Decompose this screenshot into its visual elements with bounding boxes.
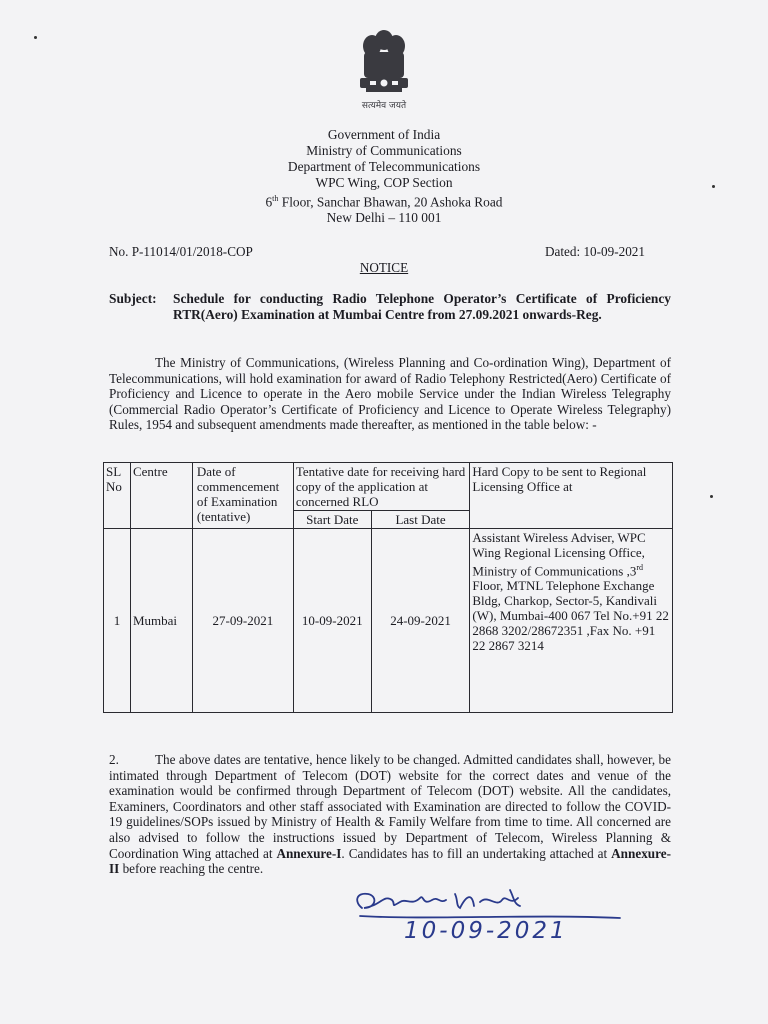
paragraph-2: 2. The above dates are tentative, hence likely to be changed. Admitted candidates shall, however, be intimated through Department of Telecom (DOT) website for the correct dates and venue of the examination would be confirmed through Department of Telecom (DOT) website. All the candidates, Examiners, Coordinators and other staff associated with Examination are directed to follow the COVID-19 guidelines/SOPs issued by Ministry of Health & Family Welfare from time to time. All concerned are also advised to follow the instructions issued by Department of Telecom, Wireless Planning & Coordination Wing attached at Annexure-I. Candidates has to fill an undertaking attached at Annexure-II before reaching the centre. <box>109 752 671 877</box>
header-last-date: Last Date <box>371 511 470 529</box>
subject <box>109 291 671 323</box>
table-header-row <box>104 463 673 511</box>
header-address: 6th Floor, Sanchar Bhawan, 20 Ashoka Road <box>265 194 503 210</box>
notice-title: NOTICE <box>359 260 409 275</box>
emblem-icon <box>352 26 416 114</box>
annexure-1: Annexure-I <box>276 845 342 861</box>
cell-exam-date: 27-09-2021 <box>192 529 293 713</box>
paragraph-1: The Ministry of Communications, (Wireless Planning and Co-ordination Wing), Department of Telecommunications, will hold examination for award of Radio Telephony Restricted(Aero) Certificate of Proficiency and Licence to operate in the Aero mobile Service under the Indian Wireless Telegraphy (Commercial Radio Operator’s Certificate of Proficiency and Licence to Operate Wireless Telegraphy) Rules, 1954 and subsequent amendments made thereafter, as mentioned in the table below: - <box>109 355 671 433</box>
cell-start-date: 10-09-2021 <box>293 529 371 713</box>
annexure-2: Annexure-II <box>109 845 671 877</box>
header-centre: Centre <box>130 463 192 529</box>
header-exam-date: Date of commencement of Examination (tentative) <box>192 463 293 529</box>
header-sl: SL No <box>104 463 131 529</box>
scan-speck <box>34 36 37 39</box>
header-hard-copy: Hard Copy to be sent to Regional Licensing Office at <box>470 463 673 529</box>
header-start-date: Start Date <box>293 511 371 529</box>
subject-label: Subject: <box>109 291 157 306</box>
header-line: Department of Telecommunications <box>287 159 481 174</box>
schedule-table <box>103 462 673 713</box>
letterhead <box>0 127 768 226</box>
table-row <box>104 529 673 713</box>
header-line: New Delhi – 110 001 <box>326 210 442 226</box>
header-line: WPC Wing, COP Section <box>315 175 453 190</box>
header-line: Ministry of Communications <box>306 143 462 158</box>
reference-number: No. P-11014/01/2018-COP <box>109 244 253 259</box>
subject-text: Schedule for conducting Radio Telephone Operator’s Certificate of Proficiency RTR(Aero) Examination at Mumbai Centre from 27.09.2021 onwards-Reg. <box>173 291 671 322</box>
header-line: Government of India <box>327 127 441 142</box>
notice-date: Dated: 10-09-2021 <box>545 244 645 259</box>
cell-centre: Mumbai <box>130 529 192 713</box>
signature-date: 10-09-2021 <box>404 918 568 944</box>
scan-speck <box>710 495 713 498</box>
emblem-motto: सत्यमेव जयते <box>361 101 407 111</box>
cell-last-date: 24-09-2021 <box>371 529 470 713</box>
scan-speck <box>712 185 715 188</box>
cell-address: Assistant Wireless Adviser, WPC Wing Regional Licensing Office, Ministry of Communications ,3rd Floor, MTNL Telephone Exchange Bldg, Charkop, Sector-5, Kandivali (W), Mumbai-400 067 Tel No.+91 22 2868 3202/28672351 ,Fax No. +91 22 2867 3214 <box>470 529 673 713</box>
cell-sl: 1 <box>104 529 131 713</box>
header-tentative: Tentative date for receiving hard copy of the application at concerned RLO <box>293 463 470 511</box>
